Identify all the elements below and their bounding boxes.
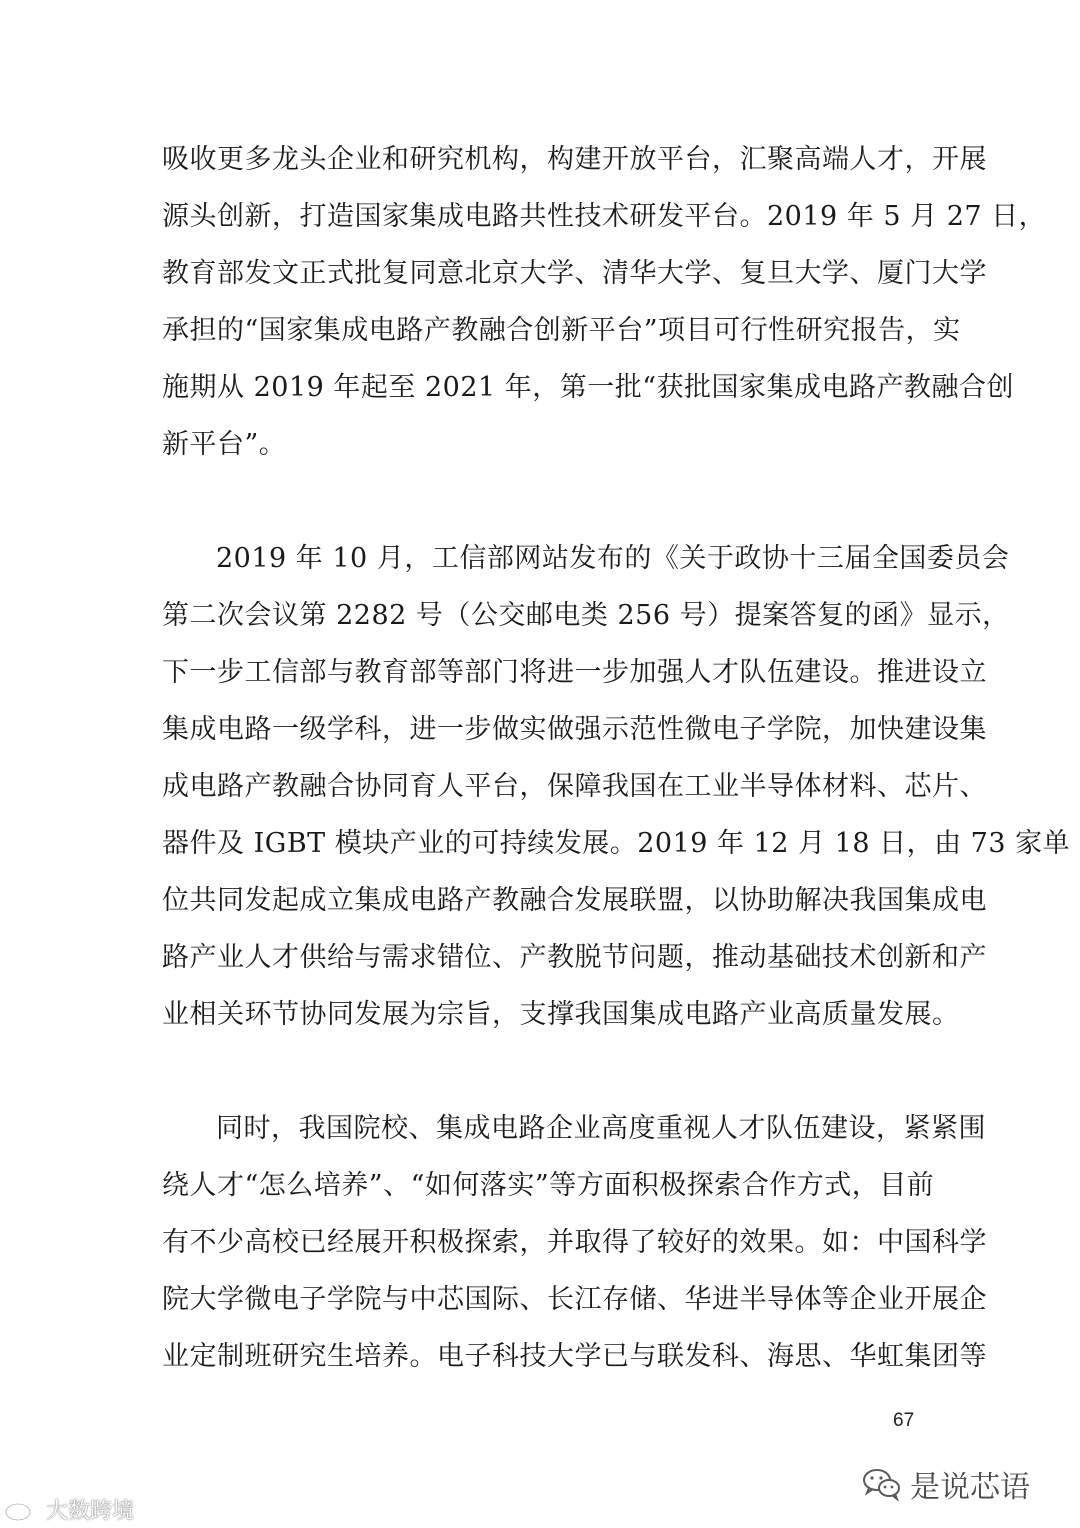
watermark-left-text: 大数跨境 [46, 1499, 135, 1524]
watermark-right [862, 1462, 1030, 1506]
page-number: 67 [893, 1410, 915, 1431]
paragraph-2-line-6: 器件及 IGBT 模块产业的可持续发展。2019 年 12 月 18 日，由 73 家单 [162, 828, 1071, 859]
paragraph-2-line-8: 路产业人才供给与需求错位、产教脱节问题，推动基础技术创新和产 [162, 942, 987, 973]
paragraph-1-line-1: 吸收更多龙头企业和研究机构，构建开放平台，汇聚高端人才，开展 [162, 144, 987, 175]
watermark-left [4, 1494, 134, 1525]
paragraph-2-line-4: 集成电路一级学科，进一步做实做强示范性微电子学院，加快建设集 [162, 714, 987, 745]
watermark-right-text: 是说芯语 [910, 1470, 1030, 1505]
paragraph-3-line-5: 业定制班研究生培养。电子科技大学已与联发科、海思、华虹集团等 [162, 1341, 987, 1372]
paragraph-2-line-5: 成电路产教融合协同育人平台，保障我国在工业半导体材料、芯片、 [162, 771, 987, 802]
paragraph-2-line-7: 位共同发起成立集成电路产教融合发展联盟，以协助解决我国集成电 [162, 885, 987, 916]
wechat-icon [862, 1467, 902, 1501]
paragraph-3-line-2: 绕人才“怎么培养”、“如何落实”等方面积极探索合作方式，目前 [162, 1170, 935, 1201]
paragraph-3-line-3: 有不少高校已经展开积极探索，并取得了较好的效果。如：中国科学 [162, 1227, 987, 1258]
paragraph-2-line-9: 业相关环节协同发展为宗旨，支撑我国集成电路产业高质量发展。 [162, 999, 960, 1030]
paragraph-2-line-2: 第二次会议第 2282 号（公交邮电类 256 号）提案答复的函》显示， [162, 600, 1010, 631]
paragraph-2-line-1: 2019 年 10 月，工信部网站发布的《关于政协十三届全国委员会 [216, 543, 1010, 574]
paragraph-2-line-3: 下一步工信部与教育部等部门将进一步加强人才队伍建设。推进设立 [162, 657, 987, 688]
paragraph-1-line-5: 施期从 2019 年起至 2021 年，第一批“获批国家集成电路产教融合创 [162, 372, 1015, 403]
paragraph-1-line-4: 承担的“国家集成电路产教融合创新平台”项目可行性研究报告，实 [162, 315, 961, 346]
paragraph-1-line-6: 新平台”。 [162, 429, 287, 460]
paragraph-1-line-3: 教育部发文正式批复同意北京大学、清华大学、复旦大学、厦门大学 [162, 258, 987, 289]
paragraph-1-line-2: 源头创新，打造国家集成电路共性技术研发平台。2019 年 5 月 27 日， [162, 201, 1047, 232]
paragraph-3-line-1: 同时，我国院校、集成电路企业高度重视人才队伍建设，紧紧围 [216, 1113, 986, 1144]
paragraph-3-line-4: 院大学微电子学院与中芯国际、长江存储、华进半导体等企业开展企 [162, 1284, 987, 1315]
weibo-icon [4, 1498, 40, 1522]
